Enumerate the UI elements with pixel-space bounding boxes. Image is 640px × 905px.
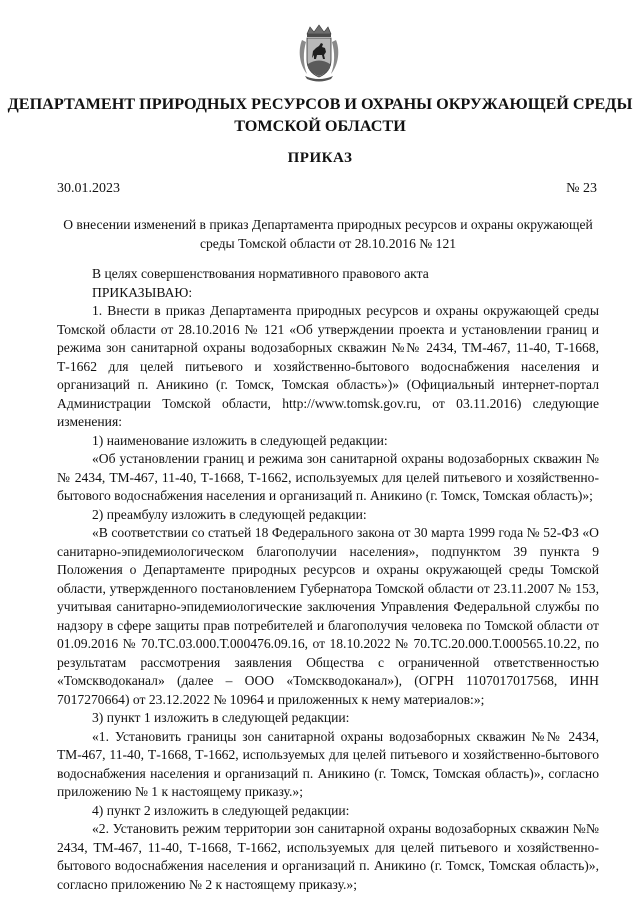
body-order-word: ПРИКАЗЫВАЮ: xyxy=(92,284,193,300)
body-paragraph: 4) пункт 2 изложить в следующей редакции: xyxy=(92,802,350,818)
body-paragraph: 3) пункт 1 изложить в следующей редакции: xyxy=(92,710,350,725)
department-name: ДЕПАРТАМЕНТ ПРИРОДНЫХ РЕСУРСОВ И ОХРАНЫ ОКРУЖАЮЩЕЙ СРЕДЫ ТОМСКОЙ ОБЛАСТИ xyxy=(7,95,633,135)
body-paragraph: «Об установлении границ и режима зон санитарной охраны водозаборных скважин №№ 2434, ТМ-467, 11-40, Т-1668, Т-1662, используемых для целей питьевого и хозяйственно-бытового водоснабжения населения и организаций п. Аникино (г. Томск, Томская область)»; xyxy=(57,451,599,503)
body-paragraph: 1) наименование изложить в следующей редакции: xyxy=(92,432,388,448)
document-type: ПРИКАЗ xyxy=(287,150,353,166)
body-paragraph: 2) преамбулу изложить в следующей редакции: xyxy=(92,506,367,522)
body-paragraph: «1. Установить границы зон санитарной охраны водозаборных скважин №№ 2434, ТМ-467, 11-40, Т-1668, Т-1662, используемых для целей питьевого и хозяйственно-бытового водоснабжения населения и организаций п. Аникино (г. Томск, Томская область)», согласно приложению № 1 к настоящему приказу.»; xyxy=(57,728,599,799)
document-body xyxy=(57,265,599,894)
body-paragraph: «В соответствии со статьей 18 Федерального закона от 30 марта 1999 года № 52-ФЗ «О санитарно-эпидемиологическом благополучии населения», подпунктом 39 пункта 9 Положения о Департаменте природных ресурсов и охраны окружающей среды Томской области, утвержденного постановлением Губернатора Томской области от 23.11.2007 № 153, учитывая санитарно-эпидемиологические заключения Управления Федеральной службы по надзору в сфере защиты прав потребителей и благополучия человека по Томской области от 01.09.2016 № 70.ТС.03.000.Т.000476.09.16, от 18.10.2022 № 70.ТС.20.000.Т.000565.10.22, по результатам рассмотрения заявления Общества с ограниченной ответственностью «Томскводоканал» (далее – ООО «Томскводоканал»), (ОГРН 1107017017568, ИНН 7017270664) от 23.12.2022 № 10964 и приложенных к нему материалов:»; xyxy=(57,525,599,707)
body-paragraph: 1. Внести в приказ Департамента природных ресурсов и охраны окружающей среды Томской области от 28.10.2016 № 121 «Об утверждении проекта и установлении границ и режима зон санитарной охраны водозаборных скважин №№ 2434, ТМ-467, 11-40, Т-1668, Т-1662 для целей питьевого и хозяйственно-бытового водоснабжения населения и организаций п. Аникино (г. Томск, Томская область»)» (Официальный интернет-портал Администрации Томской области, http://www.tomsk.gov.ru, от 03.11.2016) следующие изменения: xyxy=(57,303,599,429)
body-preamble: В целях совершенствования нормативного правового акта xyxy=(92,266,429,281)
document-number: № 23 xyxy=(566,181,597,196)
document-date: 30.01.2023 xyxy=(57,181,120,196)
document-subject: О внесении изменений в приказ Департамента природных ресурсов и охраны окружающей среды Томской области от 28.10.2016 № 121 xyxy=(63,217,593,251)
body-paragraph: «2. Установить режим территории зон санитарной охраны водозаборных скважин №№ 2434, ТМ-467, 11-40, Т-1668, Т-1662, используемых для целей питьевого и хозяйственно-бытового водоснабжения населения и организаций п. Аникино (г. Томск, Томская область)», согласно приложению № 2 к настоящему приказу.»; xyxy=(57,821,599,892)
tomsk-region-coat-of-arms-icon xyxy=(297,24,341,82)
